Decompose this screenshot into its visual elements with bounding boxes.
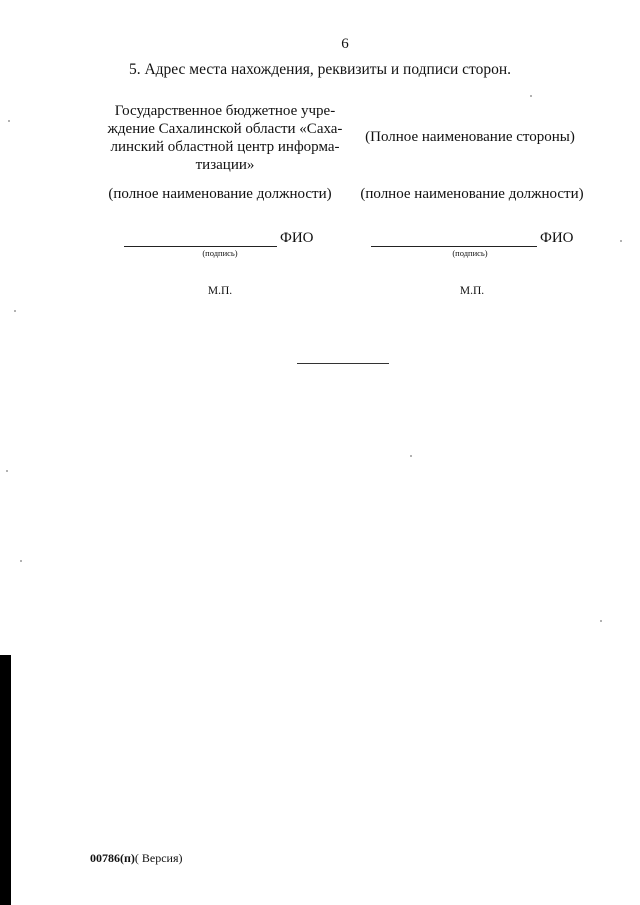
scan-speck (410, 455, 412, 457)
scan-speck (6, 470, 8, 472)
left-signature-line (124, 246, 277, 247)
scan-speck (20, 560, 22, 562)
right-party-name: (Полное наименование стороны) (365, 129, 575, 145)
right-fio: ФИО (540, 230, 574, 246)
scan-speck (600, 620, 602, 622)
left-party-name-line: тизации» (195, 157, 255, 173)
left-position: (полное наименование должности) (108, 186, 332, 202)
scan-speck (14, 310, 16, 312)
left-signature-caption: (подпись) (202, 248, 238, 258)
section-heading: 5. Адрес места нахождения, реквизиты и подписи сторон. (128, 61, 512, 78)
left-fio: ФИО (280, 230, 314, 246)
document-code (90, 851, 183, 866)
scan-edge-shadow (0, 655, 11, 905)
end-rule (297, 363, 389, 364)
left-stamp-place: М.П. (207, 285, 233, 297)
scan-speck (8, 120, 10, 122)
scan-speck (620, 240, 622, 242)
page-number: 6 (341, 36, 349, 52)
right-position: (полное наименование должности) (360, 186, 584, 202)
left-party-name (100, 102, 350, 174)
document-code-number: 00786(п) (90, 851, 135, 865)
scan-speck (530, 95, 532, 97)
document-version: ( Версия) (134, 851, 183, 865)
right-stamp-place: М.П. (459, 285, 485, 297)
right-signature-line (371, 246, 537, 247)
left-party-name-line: линский областной центр информа- (110, 139, 340, 155)
left-party-name-line: Государственное бюджетное учре- (114, 103, 336, 119)
left-party-name-line: ждение Сахалинской области «Саха- (107, 121, 343, 137)
right-signature-caption: (подпись) (452, 248, 488, 258)
